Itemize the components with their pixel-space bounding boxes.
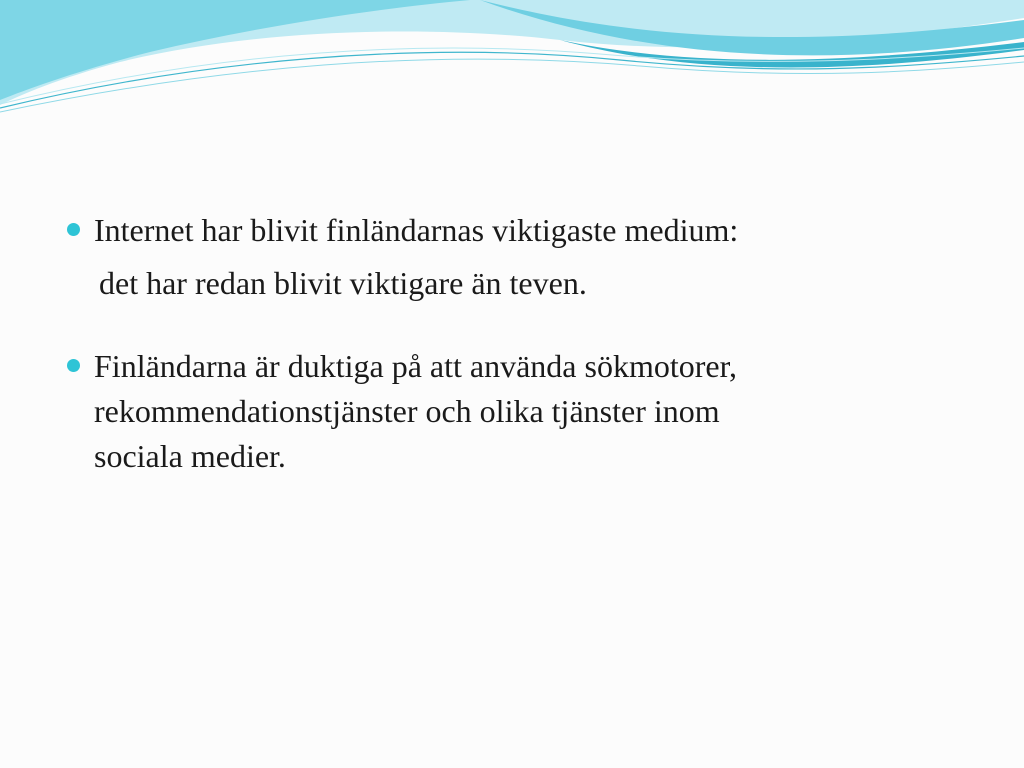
- bullet-item: [62, 208, 962, 306]
- bullet-text-line: rekommendationstjänster och olika tjänster inom: [94, 393, 720, 429]
- bullet-text-line: Finländarna är duktiga på att använda sökmotorer,: [94, 348, 737, 384]
- bullet-dot-icon: [67, 223, 80, 236]
- slide-body: [62, 208, 962, 479]
- bullet-text-line: Internet har blivit finländarnas viktigaste medium:: [94, 212, 739, 248]
- wave-decoration-icon: [0, 0, 1024, 130]
- bullet-text-line: det har redan blivit viktigare än teven.: [99, 265, 587, 301]
- bullet-dot-icon: [67, 359, 80, 372]
- bullet-item: [62, 344, 962, 479]
- bullet-text-line: sociala medier.: [94, 438, 286, 474]
